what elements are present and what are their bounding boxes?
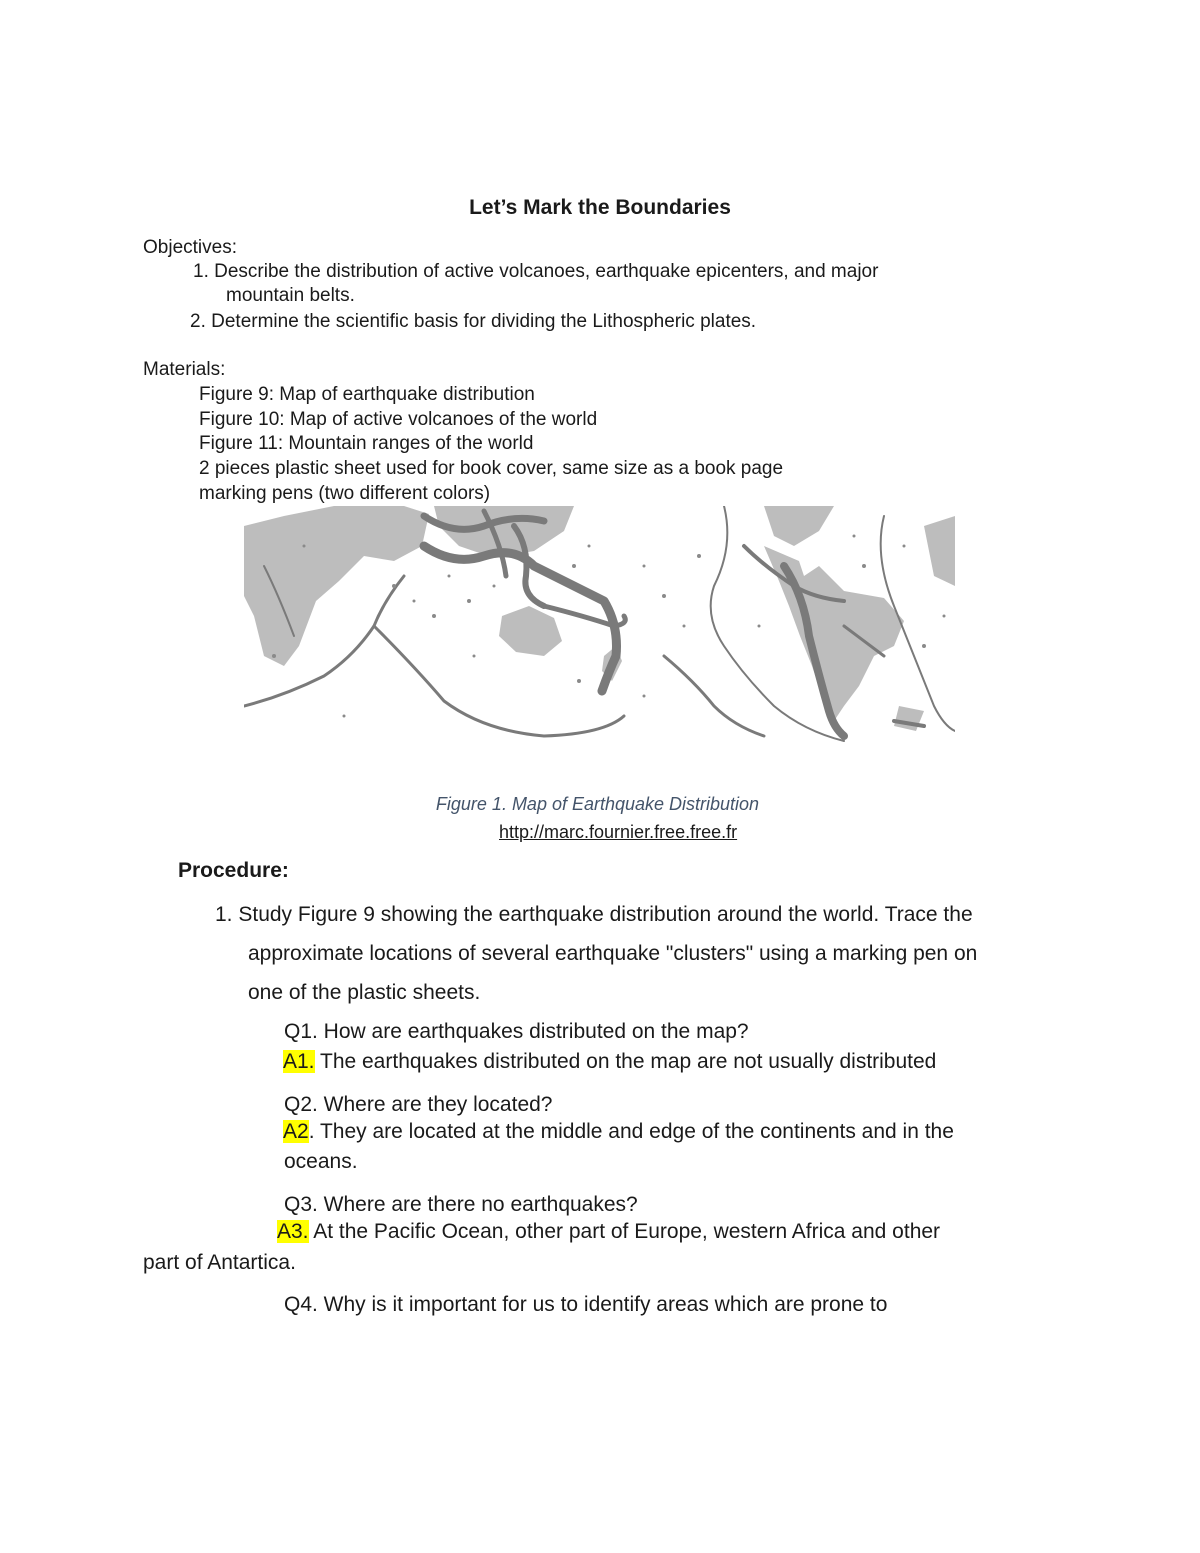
material-item: 2 pieces plastic sheet used for book cover, same size as a book page bbox=[199, 458, 784, 479]
figure-caption: Figure 1. Map of Earthquake Distribution bbox=[435, 794, 760, 814]
answer-2-line-2: oceans. bbox=[284, 1150, 358, 1173]
material-item: Figure 11: Mountain ranges of the world bbox=[199, 433, 534, 454]
earthquake-distribution-map bbox=[244, 506, 955, 743]
objective-1-line-1: 1. Describe the distribution of active volcanoes, earthquake epicenters, and major bbox=[193, 261, 879, 282]
materials-heading: Materials: bbox=[143, 359, 226, 380]
question-4: Q4. Why is it important for us to identify areas which are prone to bbox=[284, 1293, 888, 1316]
answer-1 bbox=[283, 1049, 936, 1075]
answer-1-text: The earthquakes distributed on the map are not usually distributed bbox=[314, 1050, 937, 1073]
answer-3-line-2: part of Antartica. bbox=[143, 1251, 296, 1274]
answer-2 bbox=[283, 1119, 954, 1145]
question-3: Q3. Where are there no earthquakes? bbox=[284, 1193, 638, 1216]
material-item: Figure 10: Map of active volcanoes of the world bbox=[199, 409, 598, 430]
answer-3-text: At the Pacific Ocean, other part of Europe, western Africa and other bbox=[308, 1220, 941, 1243]
source-link[interactable]: http://marc.fournier.free.free.fr bbox=[499, 822, 738, 842]
page-title: Let’s Mark the Boundaries bbox=[469, 196, 731, 219]
procedure-step-1-line-3: one of the plastic sheets. bbox=[248, 981, 481, 1004]
procedure-step-1-line-1: 1. Study Figure 9 showing the earthquake distribution around the world. Trace the bbox=[215, 903, 973, 926]
answer-3 bbox=[277, 1219, 940, 1245]
answer-2-label: A2 bbox=[283, 1120, 309, 1143]
objective-2: 2. Determine the scientific basis for dividing the Lithospheric plates. bbox=[190, 311, 757, 332]
answer-2-text: . They are located at the middle and edge of the continents and in the bbox=[308, 1120, 954, 1143]
question-2: Q2. Where are they located? bbox=[284, 1093, 553, 1116]
answer-3-label: A3. bbox=[277, 1220, 309, 1243]
objective-1-line-2: mountain belts. bbox=[226, 285, 355, 306]
objectives-heading: Objectives: bbox=[143, 237, 237, 258]
procedure-heading: Procedure: bbox=[178, 859, 289, 882]
material-item: marking pens (two different colors) bbox=[199, 483, 491, 504]
question-1: Q1. How are earthquakes distributed on the map? bbox=[284, 1020, 749, 1043]
procedure-step-1-line-2: approximate locations of several earthquake "clusters" using a marking pen on bbox=[248, 942, 978, 965]
material-item: Figure 9: Map of earthquake distribution bbox=[199, 384, 535, 405]
answer-1-label: A1. bbox=[283, 1050, 315, 1073]
